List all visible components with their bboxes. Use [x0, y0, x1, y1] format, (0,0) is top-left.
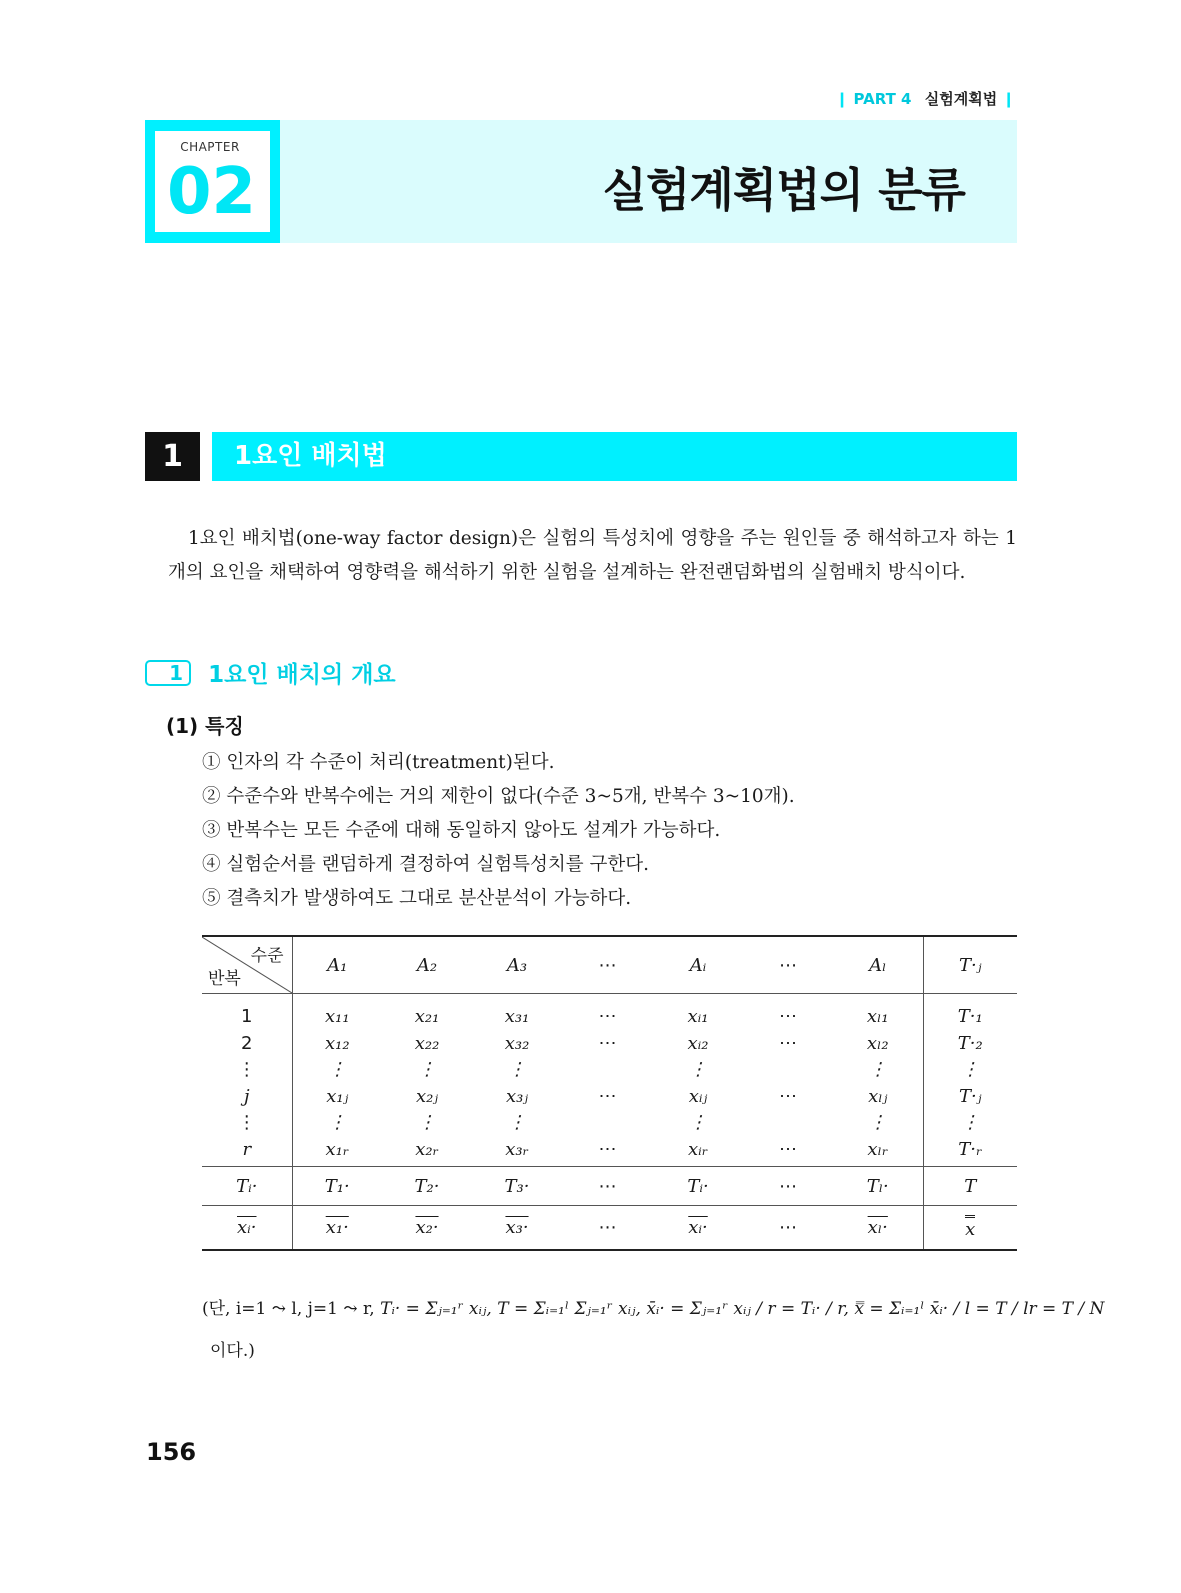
data-cell: xₗ₂ — [866, 1032, 889, 1054]
data-cell: xᵢᵣ — [687, 1138, 709, 1160]
row-total-cell: ⋮ — [961, 1059, 980, 1080]
feature-item: ③ 반복수는 모든 수준에 대해 동일하지 않아도 설계가 가능하다. — [202, 820, 721, 841]
data-column — [472, 994, 562, 1167]
column-header: A₁ — [292, 936, 382, 994]
total-cell: ⋯ — [562, 1167, 653, 1206]
data-cell: ⋮ — [418, 1112, 436, 1133]
section-header — [212, 432, 1017, 481]
data-table — [202, 935, 1017, 1251]
data-cell: ⋮ — [508, 1112, 526, 1133]
data-cell: x₃₁ — [504, 1006, 530, 1027]
column-header: Aᵢ — [653, 936, 743, 994]
mean-cell — [472, 1206, 562, 1251]
mean-value: x₁· — [325, 1217, 349, 1238]
feature-item: ④ 실험순서를 랜덤하게 결정하여 실험특성치를 구한다. — [202, 854, 649, 875]
data-cell: x₂ᵣ — [415, 1138, 439, 1160]
xbar-definition: x̄ᵢ· = Σⱼ₌₁ʳ xᵢⱼ / r = Tᵢ· / r, — [646, 1299, 849, 1319]
total-cell: T₃· — [472, 1167, 562, 1206]
mean-value: xₗ· — [867, 1217, 888, 1238]
data-cell: xₗᵣ — [867, 1138, 889, 1160]
total-cell: Tᵢ· — [653, 1167, 743, 1206]
mean-value: x₂· — [415, 1217, 439, 1238]
page-number: 156 — [146, 1438, 197, 1466]
total-cell: T₂· — [382, 1167, 472, 1206]
ellipsis-column — [743, 994, 833, 1167]
column-header: ⋯ — [562, 936, 653, 994]
data-cell: ⋮ — [868, 1112, 887, 1133]
ellipsis-cell: ⋯ — [779, 1085, 797, 1107]
formula-note — [202, 1258, 1105, 1368]
data-column — [653, 994, 743, 1167]
ellipsis-cell — [562, 1057, 653, 1084]
column-header: A₃ — [472, 936, 562, 994]
data-cell: x₁ᵣ — [325, 1138, 350, 1160]
row-label: ⋮ — [237, 1112, 256, 1133]
row-label: 1 — [241, 1006, 253, 1027]
mean-cell — [562, 1206, 653, 1251]
chapter-banner — [145, 120, 1017, 243]
ellipsis-cell: ⋯ — [598, 1032, 617, 1054]
data-cell: ⋮ — [689, 1059, 707, 1080]
data-cell: x₁ⱼ — [326, 1085, 349, 1107]
mean-cell — [743, 1206, 833, 1251]
subsection-title: 1요인 배치의 개요 — [208, 662, 396, 688]
row-total-cell: T·₁ — [957, 1006, 983, 1027]
mean-cell — [833, 1206, 923, 1251]
data-cell: xᵢ₁ — [687, 1006, 709, 1027]
section-number: 1 — [145, 432, 200, 481]
mean-cell — [292, 1206, 382, 1251]
mean-value: x₃· — [505, 1217, 529, 1238]
row-total-cell: ⋮ — [961, 1112, 980, 1133]
row-total-cell: T·ᵣ — [958, 1138, 983, 1160]
data-cell: ⋮ — [508, 1059, 526, 1080]
means-label-cell — [202, 1206, 292, 1251]
total-cell: Tₗ· — [833, 1167, 923, 1206]
table-corner-cell — [202, 936, 292, 994]
data-column — [833, 994, 923, 1167]
column-header: T·ⱼ — [923, 936, 1017, 994]
ellipsis-cell — [743, 1110, 833, 1137]
ellipsis-cell — [743, 1057, 833, 1084]
chapter-label: CHAPTER — [180, 140, 240, 154]
data-column — [382, 994, 472, 1167]
row-total-cell: T·₂ — [957, 1032, 983, 1054]
feature-item: ① 인자의 각 수준이 처리(treatment)된다. — [202, 752, 555, 773]
intro-paragraph: 1요인 배치법(one-way factor design)은 실험의 특성치에 영향을 주는 원인들 중 해석하고자 하는 1개의 요인을 채택하여 영향력을 해석하기 위한 실험을 설계하는 완전랜덤화법의 실험배치 방식이다. — [168, 528, 1017, 583]
data-column — [292, 994, 382, 1167]
data-cell: x₃ⱼ — [505, 1085, 529, 1107]
data-cell: x₃₂ — [504, 1032, 530, 1054]
mean-value: ⋯ — [598, 1217, 617, 1238]
data-cell: xᵢ₂ — [687, 1032, 709, 1054]
data-cell: xₗⱼ — [868, 1085, 888, 1107]
column-header: A₂ — [382, 936, 472, 994]
row-label: j — [243, 1085, 250, 1107]
chapter-badge — [145, 120, 280, 243]
data-cell: xᵢⱼ — [688, 1085, 708, 1107]
data-cell: ⋮ — [868, 1059, 887, 1080]
t-definition: T = Σᵢ₌₁ˡ Σⱼ₌₁ʳ xᵢⱼ, — [497, 1299, 641, 1319]
ellipsis-cell: ⋯ — [779, 1138, 797, 1160]
note-suffix: 이다.) — [210, 1341, 255, 1361]
grand-mean-cell — [923, 1206, 1017, 1251]
grand-total-cell: T — [923, 1167, 1017, 1206]
data-cell: x₂₂ — [414, 1032, 440, 1054]
column-header: ⋯ — [743, 936, 833, 994]
corner-bottom-label: 반복 — [208, 969, 241, 989]
data-cell: x₃ᵣ — [505, 1138, 529, 1160]
mean-cell — [653, 1206, 743, 1251]
data-cell: x₂₁ — [414, 1006, 440, 1027]
data-cell: x₁₂ — [324, 1032, 350, 1054]
ti-definition: Tᵢ· = Σⱼ₌₁ʳ xᵢⱼ, — [380, 1299, 492, 1319]
grand-mean-value: x — [965, 1219, 976, 1240]
data-cell: ⋮ — [418, 1059, 436, 1080]
subsection-header — [145, 656, 396, 690]
running-header: ❙ PART 4 실험계획법 ❙ — [835, 90, 1015, 108]
ellipsis-cell: ⋯ — [598, 1085, 617, 1107]
corner-top-label: 수준 — [250, 946, 284, 966]
mean-value: xᵢ· — [688, 1217, 708, 1238]
row-label: ⋮ — [237, 1059, 256, 1080]
feature-item: ② 수준수와 반복수에는 거의 제한이 없다(수준 3~5개, 반복수 3~10개). — [202, 786, 795, 807]
data-cell: ⋮ — [328, 1059, 347, 1080]
data-cell: x₂ⱼ — [415, 1085, 439, 1107]
row-labels-cell — [202, 994, 292, 1167]
chapter-title: 실험계획법의 분류 — [602, 163, 965, 217]
ellipsis-cell — [562, 1110, 653, 1137]
data-cell: xₗ₁ — [866, 1006, 889, 1027]
part-label: PART 4 — [853, 90, 912, 108]
xbarbar-definition: x̿ = Σᵢ₌₁ˡ x̄ᵢ· / l = T / lr = T / N — [854, 1299, 1105, 1319]
row-label: 2 — [241, 1032, 253, 1054]
column-header: Aₗ — [833, 936, 923, 994]
mean-value: ⋯ — [779, 1217, 797, 1238]
chapter-number: 02 — [166, 155, 257, 229]
data-cell: ⋮ — [689, 1112, 707, 1133]
ellipsis-cell: ⋯ — [598, 1138, 617, 1160]
means-label: xᵢ· — [237, 1217, 257, 1238]
ellipsis-cell: ⋯ — [779, 1032, 797, 1054]
row-total-column — [923, 994, 1017, 1167]
total-cell: ⋯ — [743, 1167, 833, 1206]
data-cell: x₁₁ — [324, 1006, 350, 1027]
ellipsis-cell: ⋯ — [598, 1006, 617, 1027]
feature-list — [202, 746, 795, 916]
section-title: 1요인 배치법 — [234, 441, 387, 471]
ellipsis-cell: ⋯ — [779, 1006, 797, 1027]
features-heading: (1) 특징 — [166, 714, 244, 738]
ellipsis-column — [562, 994, 653, 1167]
row-total-cell: T·ⱼ — [959, 1085, 982, 1107]
row-label: r — [242, 1138, 252, 1160]
formula-line — [202, 1294, 1104, 1319]
total-cell: T₁· — [292, 1167, 382, 1206]
data-cell: ⋮ — [328, 1112, 347, 1133]
feature-item: ⑤ 결측치가 발생하여도 그대로 분산분석이 가능하다. — [202, 888, 632, 909]
mean-cell — [382, 1206, 472, 1251]
subsection-number: 1 — [145, 660, 191, 686]
totals-label: Tᵢ· — [202, 1167, 292, 1206]
part-title: 실험계획법 — [924, 90, 998, 108]
note-prefix: (단, i=1 ⤳ l, j=1 ⤳ r, — [202, 1299, 375, 1319]
